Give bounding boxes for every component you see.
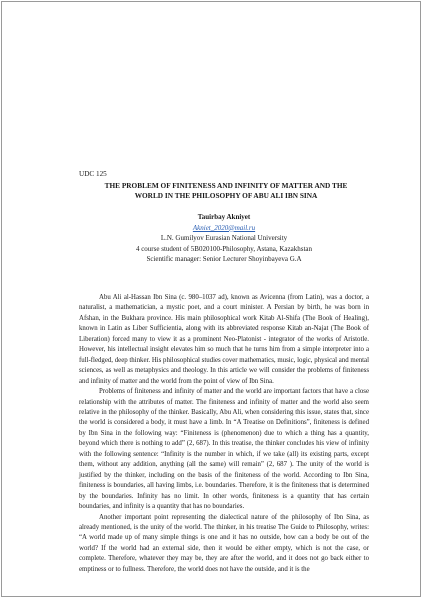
author-block <box>90 212 358 265</box>
paragraph-1: Abu Ali al-Hassan Ibn Sina (c. 980–1037 ad), known as Avicenna (from Latin), was a doctor, a naturalist, a mathematician, a mystic poet, and a court minister. A Persian by birth, he was born in Afshan, in the Bukhara province. His main philosophical work Kitab Al-Shifa (The Book of Healing), known in Latin as Liber Sufficientia, along with its abbreviated response Kitab an-Najat (The Book of Liberation) forced many to view it as a prominent Neo-Platonist - integrator of the works of Aristotle. However, his intellectual insight elevates him so much that he turns him from a simple interpreter into a full-fledged, deep thinker. His philosophical studies cover mathematics, music, logic, physical and mental sciences, as well as metaphysics and theology. In this article we will consider the problems of finiteness and infinity of matter and the world from the point of view of Ibn Sina. <box>79 294 369 385</box>
title-line-1: THE PROBLEM OF FINITENESS AND INFINITY OF MATTER AND THE <box>104 181 348 190</box>
author-email-link[interactable]: Akniet_2020@mail.ru <box>192 223 256 232</box>
paragraph-2: Problems of finiteness and infinity of matter and the world are important factors that have a close relationship with the attributes of matter. The finiteness and infinity of matter and the world also seem relative in the philosophy of the thinker. Basically, Abu Ali, when considering this issue, states that, since the world is considered a body, it must have a limb. In “A Treatise on Definitions”, finiteness is defined by Ibn Sina in the following way: “Finiteness is (phenomenon) due to which a thing has a quantity, beyond which there is nothing to add” (2, 687). In this treatise, the thinker concludes his view of infinity with the following sentence: “Infinity is the number in which, if we take (all) its existing parts, except them, without any addition, anything (all the same) will remain” (2, 687 ). The unity of the world is justified by the thinker, including on the basis of the finiteness of the world. According to Ibn Sina, finiteness is boundaries, all having limbs, i.e. boundaries. Therefore, it is the finiteness that is determined by the boundaries. Infinity has no limit. In other words, finiteness is a quantity that has certain boundaries, and infinity is a quantity that has no boundaries. <box>79 388 369 511</box>
author-affiliation: L.N. Gumilyov Eurasian National University <box>160 234 288 243</box>
udc-code: UDC 125 <box>79 170 107 178</box>
author-name: Tauirbay Akniyet <box>197 213 251 221</box>
scientific-manager: Scientific manager: Senior Lecturer Shoyinbayeva G.A <box>146 255 302 264</box>
author-student-info: 4 course student of 5B020100-Philosophy, Astana, Kazakhstan <box>135 244 313 253</box>
paper-body <box>79 293 369 575</box>
paragraph-3: Another important point representing the dialectical nature of the philosophy of Ibn Sina, as already mentioned, is the unity of the world. The thinker, in his treatise The Guide to Philosophy, writes: “A world made up of many simple things is one and it has no outside, how can a body be out of the world? If the world had an external side, then it would be either empty, which is not the case, or complete. Therefore, whatever they may be, they are after the world, and it does not go back either to emptiness or to fullness. Therefore, the world does not have the outside, and it is the <box>79 513 369 573</box>
title-line-2: WORLD IN THE PHILOSOPHY OF ABU ALI IBN SINA <box>134 191 318 200</box>
paper-title <box>91 181 361 201</box>
